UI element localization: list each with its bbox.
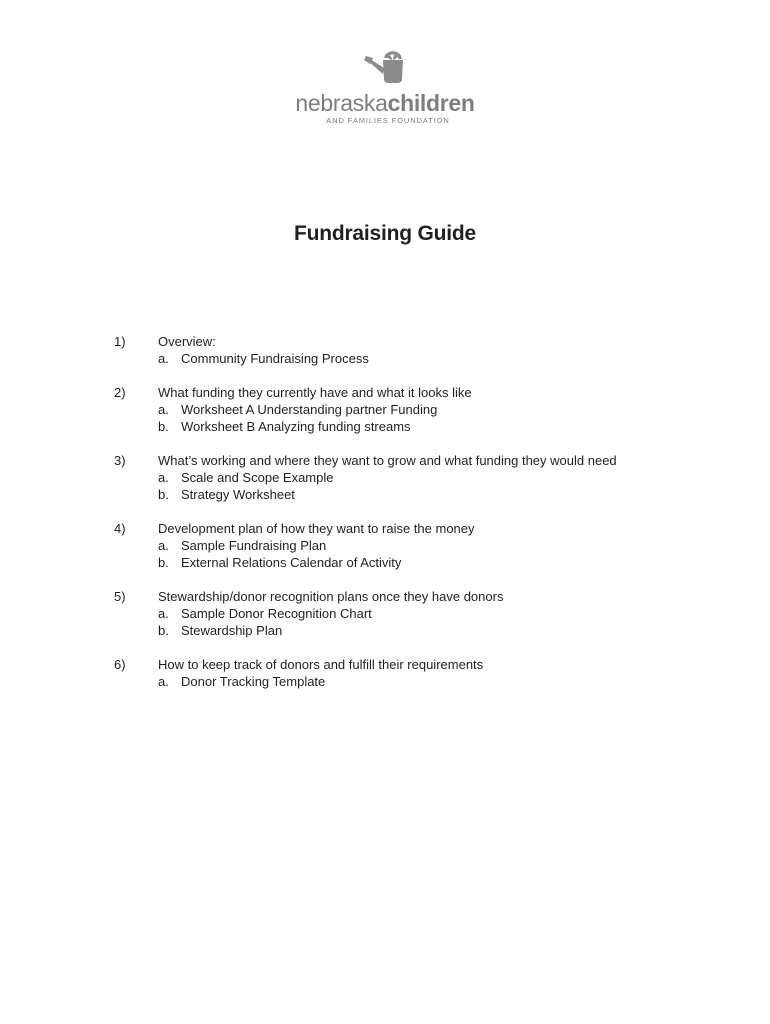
toc-number: 2) bbox=[114, 385, 126, 400]
toc-heading: What’s working and where they want to grow and what funding they would need bbox=[158, 453, 617, 468]
logo-subtitle: AND FAMILIES FOUNDATION bbox=[326, 116, 450, 125]
toc-subitem bbox=[158, 469, 734, 486]
toc-subitem bbox=[158, 622, 734, 639]
toc-item-1 bbox=[114, 333, 734, 367]
toc-item-6 bbox=[114, 656, 734, 690]
toc-subitem-text: Community Fundraising Process bbox=[181, 351, 369, 366]
toc-subitem-text: External Relations Calendar of Activity bbox=[181, 555, 402, 570]
logo bbox=[0, 48, 770, 126]
logo-wordmark-bold: children bbox=[387, 90, 475, 116]
toc-subitem-text: Strategy Worksheet bbox=[181, 487, 295, 502]
toc-subitem-text: Sample Fundraising Plan bbox=[181, 538, 327, 553]
logo-wordmark-light: nebraska bbox=[295, 90, 388, 116]
toc-subitem bbox=[158, 350, 734, 367]
toc-subitem bbox=[158, 486, 734, 503]
toc-heading: Development plan of how they want to raise the money bbox=[158, 521, 475, 536]
toc-subitem bbox=[158, 605, 734, 622]
logo-wordmark bbox=[0, 90, 770, 116]
toc-number: 5) bbox=[114, 589, 126, 604]
toc-heading: Overview: bbox=[158, 334, 216, 349]
toc-subitem-letter: a. bbox=[158, 402, 169, 417]
toc-heading: Stewardship/donor recognition plans once they have donors bbox=[158, 589, 504, 604]
toc-subitem-letter: a. bbox=[158, 606, 169, 621]
toc-subitem-letter: b. bbox=[158, 487, 169, 502]
toc-subitem-letter: b. bbox=[158, 419, 169, 434]
toc-subitem bbox=[158, 554, 734, 571]
toc-subitem bbox=[158, 673, 734, 690]
document-title: Fundraising Guide bbox=[293, 222, 477, 245]
toc-number: 3) bbox=[114, 453, 126, 468]
toc-subitem-letter: b. bbox=[158, 555, 169, 570]
toc-heading: What funding they currently have and what it looks like bbox=[158, 385, 472, 400]
toc-subitem-text: Worksheet A Understanding partner Funding bbox=[181, 402, 438, 417]
toc-subitem-letter: a. bbox=[158, 674, 169, 689]
toc-item-2 bbox=[114, 384, 734, 435]
toc-subitem-letter: a. bbox=[158, 351, 169, 366]
toc-subitem-letter: a. bbox=[158, 470, 169, 485]
toc-item-3 bbox=[114, 452, 734, 503]
table-of-contents bbox=[114, 333, 734, 707]
toc-number: 1) bbox=[114, 334, 126, 349]
toc-item-4 bbox=[114, 520, 734, 571]
watering-can-icon bbox=[362, 48, 408, 90]
toc-number: 4) bbox=[114, 521, 126, 536]
toc-subitem-letter: a. bbox=[158, 538, 169, 553]
toc-number: 6) bbox=[114, 657, 126, 672]
toc-subitem-text: Donor Tracking Template bbox=[181, 674, 326, 689]
toc-subitem-letter: b. bbox=[158, 623, 169, 638]
toc-subitem-text: Sample Donor Recognition Chart bbox=[181, 606, 372, 621]
toc-item-5 bbox=[114, 588, 734, 639]
toc-heading: How to keep track of donors and fulfill their requirements bbox=[158, 657, 484, 672]
toc-subitem bbox=[158, 418, 734, 435]
toc-subitem-text: Stewardship Plan bbox=[181, 623, 283, 638]
toc-subitem-text: Scale and Scope Example bbox=[181, 470, 334, 485]
toc-subitem-text: Worksheet B Analyzing funding streams bbox=[181, 419, 411, 434]
toc-subitem bbox=[158, 537, 734, 554]
toc-subitem bbox=[158, 401, 734, 418]
